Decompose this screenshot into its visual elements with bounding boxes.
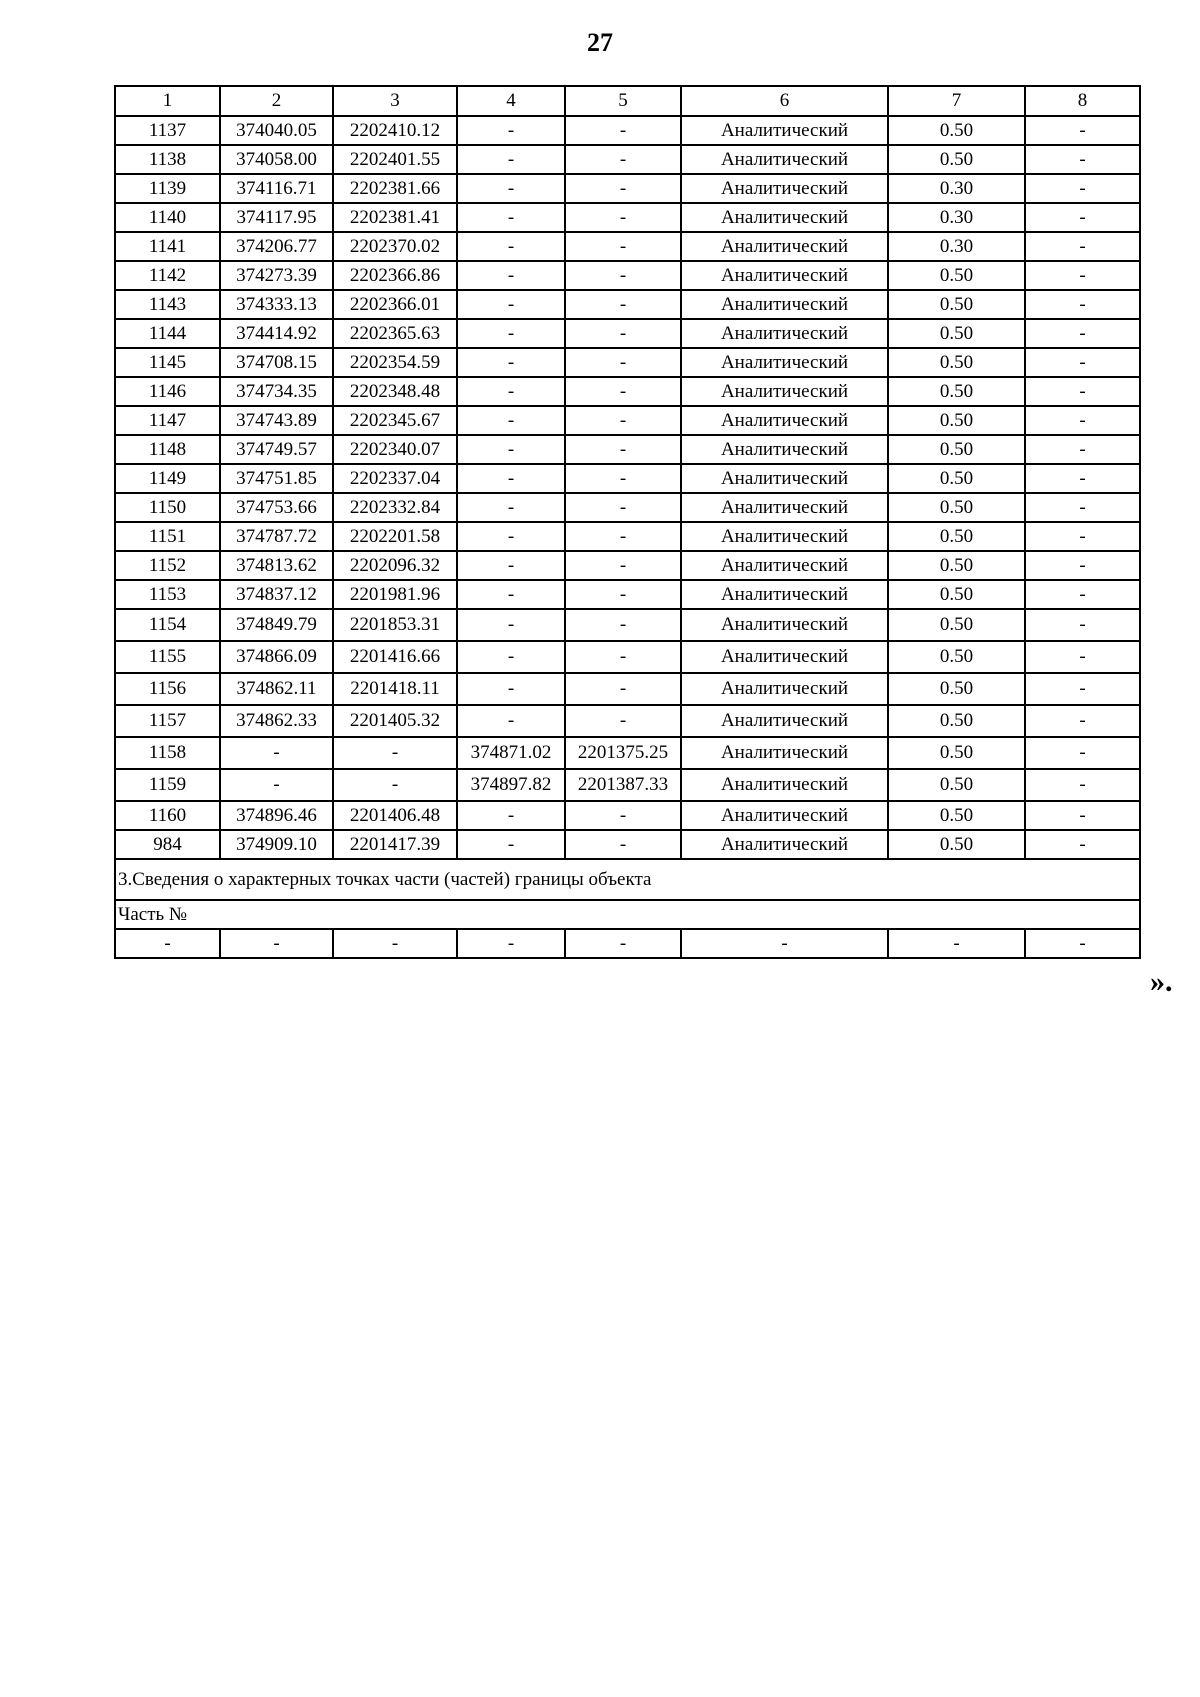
table-cell: 374866.09 [220,641,333,673]
table-header-row [115,86,1140,116]
table-cell: 1147 [115,406,220,435]
table-cell: 0.50 [888,290,1025,319]
table-cell: 374897.82 [457,769,565,801]
table-cell: 1145 [115,348,220,377]
table-cell: Аналитический [681,551,888,580]
table-row [115,609,1140,641]
table-cell: 2202332.84 [333,493,457,522]
table-cell: 1156 [115,673,220,705]
table-cell: Аналитический [681,830,888,859]
table-cell: 1152 [115,551,220,580]
table-cell: 2201375.25 [565,737,681,769]
table-cell: Аналитический [681,232,888,261]
table-cell: 2201418.11 [333,673,457,705]
table-cell: - [1025,830,1140,859]
table-cell: Аналитический [681,377,888,406]
table-row [115,377,1140,406]
table-cell: - [565,522,681,551]
table-cell: Аналитический [681,145,888,174]
table-cell: 374734.35 [220,377,333,406]
table-cell: - [457,406,565,435]
table-cell: - [457,203,565,232]
table-cell: - [565,290,681,319]
table-cell: - [457,705,565,737]
table-cell: - [220,737,333,769]
column-header: 5 [565,86,681,116]
table-cell: - [1025,522,1140,551]
table-cell: 0.50 [888,493,1025,522]
column-header: 7 [888,86,1025,116]
table-cell: 1155 [115,641,220,673]
table-cell: Аналитический [681,641,888,673]
table-body [115,86,1140,958]
table-cell: 1160 [115,801,220,830]
section-title-row [115,859,1140,900]
table-cell: 2202410.12 [333,116,457,145]
table-cell: 2201853.31 [333,609,457,641]
table-cell: 2202381.66 [333,174,457,203]
table-cell: - [457,609,565,641]
table-cell: - [457,232,565,261]
table-cell: - [888,929,1025,958]
table-row [115,580,1140,609]
table-cell: - [1025,290,1140,319]
coordinates-table [114,85,1141,959]
table-cell: 0.50 [888,145,1025,174]
table-cell: - [1025,232,1140,261]
table-cell: Аналитический [681,174,888,203]
table-cell: - [1025,174,1140,203]
table-cell: - [565,641,681,673]
table-cell: - [565,348,681,377]
table-cell: 1140 [115,203,220,232]
table-cell: - [1025,551,1140,580]
table-row [115,464,1140,493]
table-cell: 0.50 [888,319,1025,348]
table-cell: Аналитический [681,261,888,290]
table-cell: Аналитический [681,435,888,464]
table-cell: 2201416.66 [333,641,457,673]
table-row [115,801,1140,830]
table-cell: 2202370.02 [333,232,457,261]
table-cell: - [220,929,333,958]
table-cell: 374116.71 [220,174,333,203]
table-cell: 374058.00 [220,145,333,174]
table-row [115,769,1140,801]
table-cell: - [1025,737,1140,769]
table-cell: 0.50 [888,705,1025,737]
table-cell: - [457,145,565,174]
table-cell: Аналитический [681,319,888,348]
table-cell: 0.50 [888,435,1025,464]
table-cell: - [565,435,681,464]
table-cell: 374862.33 [220,705,333,737]
part-label-row [115,900,1140,929]
table-cell: - [457,641,565,673]
table-cell: - [565,929,681,958]
table-cell: 374909.10 [220,830,333,859]
table-cell: - [457,830,565,859]
table-cell: 1149 [115,464,220,493]
table-cell: - [457,522,565,551]
table-cell: - [565,203,681,232]
table-cell: 1144 [115,319,220,348]
table-cell: Аналитический [681,493,888,522]
table-cell: - [457,464,565,493]
table-cell: - [565,406,681,435]
table-cell: - [1025,116,1140,145]
table-cell: Аналитический [681,769,888,801]
table-cell: 1148 [115,435,220,464]
table-cell: - [565,174,681,203]
table-cell: 2202366.01 [333,290,457,319]
table-cell: 0.50 [888,406,1025,435]
table-cell: - [1025,348,1140,377]
table-cell: 2201387.33 [565,769,681,801]
table-cell: 0.50 [888,348,1025,377]
closing-quote-mark: ». [1150,965,1173,998]
table-cell: - [457,116,565,145]
table-cell: - [1025,641,1140,673]
column-header: 6 [681,86,888,116]
table-cell: 2201981.96 [333,580,457,609]
table-row [115,203,1140,232]
table-cell: - [115,929,220,958]
table-cell: - [457,348,565,377]
table-row [115,830,1140,859]
table-cell: 0.50 [888,551,1025,580]
table-cell: - [1025,673,1140,705]
table-cell: - [457,929,565,958]
table-cell: 2202366.86 [333,261,457,290]
table-cell: 0.30 [888,203,1025,232]
table-row [115,145,1140,174]
table-cell: 984 [115,830,220,859]
table-row [115,319,1140,348]
table-cell: Аналитический [681,801,888,830]
table-cell: - [565,116,681,145]
table-cell: 0.50 [888,609,1025,641]
table-cell: - [565,145,681,174]
table-row [115,290,1140,319]
table-cell: 1138 [115,145,220,174]
table-cell: 0.50 [888,522,1025,551]
table-cell: - [565,319,681,348]
table-cell: - [457,551,565,580]
table-cell: 374849.79 [220,609,333,641]
table-cell: - [1025,435,1140,464]
table-cell: Аналитический [681,609,888,641]
table-cell: - [565,551,681,580]
table-cell: 374040.05 [220,116,333,145]
table-row [115,232,1140,261]
table-cell: 374813.62 [220,551,333,580]
table-cell: - [1025,261,1140,290]
table-cell: 374708.15 [220,348,333,377]
table-cell: 374117.95 [220,203,333,232]
table-cell: - [457,261,565,290]
table-cell: - [565,493,681,522]
table-cell: 374753.66 [220,493,333,522]
table-cell: - [457,673,565,705]
table-cell: - [565,830,681,859]
table-cell: - [565,464,681,493]
table-cell: 2202201.58 [333,522,457,551]
table-cell: Аналитический [681,290,888,319]
table-cell: - [220,769,333,801]
table-cell: 374414.92 [220,319,333,348]
table-cell: 374273.39 [220,261,333,290]
table-cell: Аналитический [681,705,888,737]
table-cell: - [1025,493,1140,522]
table-cell: 374333.13 [220,290,333,319]
table-cell: 1141 [115,232,220,261]
column-header: 2 [220,86,333,116]
table-cell: - [457,377,565,406]
table-cell: 1137 [115,116,220,145]
table-cell: 2201417.39 [333,830,457,859]
table-row [115,435,1140,464]
table-cell: 0.30 [888,232,1025,261]
table-cell: - [565,609,681,641]
table-cell: Аналитический [681,737,888,769]
table-cell: Аналитический [681,406,888,435]
table-cell: 0.50 [888,737,1025,769]
table-cell: 1150 [115,493,220,522]
table-cell: - [457,580,565,609]
page-number: 27 [587,28,613,57]
table-cell: 0.30 [888,174,1025,203]
table-cell: 374206.77 [220,232,333,261]
table-cell: 0.50 [888,830,1025,859]
table-cell: 1154 [115,609,220,641]
table-cell: Аналитический [681,522,888,551]
table-cell: - [1025,769,1140,801]
table-cell: Аналитический [681,673,888,705]
table-cell: 2202096.32 [333,551,457,580]
table-row [115,261,1140,290]
table-cell: Аналитический [681,348,888,377]
table-cell: 2201405.32 [333,705,457,737]
table-cell: - [457,801,565,830]
table-cell: 0.50 [888,801,1025,830]
table-cell: 0.50 [888,261,1025,290]
table-row [115,493,1140,522]
table-cell: 2202340.07 [333,435,457,464]
table-cell: - [457,290,565,319]
table-cell: 374749.57 [220,435,333,464]
table-cell: - [1025,145,1140,174]
table-cell: 1157 [115,705,220,737]
table-cell: - [333,929,457,958]
table-cell: - [457,319,565,348]
table-cell: 1153 [115,580,220,609]
table-cell: - [1025,801,1140,830]
table-cell: 374862.11 [220,673,333,705]
table-cell: 1143 [115,290,220,319]
table-cell: Аналитический [681,116,888,145]
table-cell: 2202337.04 [333,464,457,493]
table-cell: - [1025,705,1140,737]
table-row [115,673,1140,705]
table-cell: 1159 [115,769,220,801]
table-cell: 374837.12 [220,580,333,609]
table-row [115,705,1140,737]
table-cell: 2202345.67 [333,406,457,435]
table-cell: 2202401.55 [333,145,457,174]
table-cell: 1151 [115,522,220,551]
table-cell: - [681,929,888,958]
table-cell: 374751.85 [220,464,333,493]
table-cell: Аналитический [681,203,888,232]
part-row [115,929,1140,958]
table-cell: - [1025,464,1140,493]
table-cell: 0.50 [888,641,1025,673]
table-cell: - [1025,319,1140,348]
table-cell: - [333,737,457,769]
table-cell: 2202348.48 [333,377,457,406]
table-row [115,551,1140,580]
table-cell: 0.50 [888,116,1025,145]
table-cell: - [1025,580,1140,609]
table-cell: 374896.46 [220,801,333,830]
table-row [115,737,1140,769]
table-cell: 1158 [115,737,220,769]
table-cell: - [457,435,565,464]
column-header: 1 [115,86,220,116]
table-cell: 1146 [115,377,220,406]
table-row [115,348,1140,377]
table-cell: - [457,493,565,522]
table-row [115,174,1140,203]
part-label: Часть № [115,900,1140,929]
table-cell: 0.50 [888,769,1025,801]
table-cell: - [565,705,681,737]
table-row [115,116,1140,145]
table-cell: - [1025,203,1140,232]
table-cell: 0.50 [888,673,1025,705]
table-cell: - [1025,609,1140,641]
table-cell: - [565,377,681,406]
table-cell: 0.50 [888,580,1025,609]
table-row [115,522,1140,551]
table-cell: 2202365.63 [333,319,457,348]
table-cell: - [457,174,565,203]
table-cell: - [565,261,681,290]
table-cell: 2202354.59 [333,348,457,377]
table-row [115,406,1140,435]
table-cell: - [565,232,681,261]
table-cell: - [1025,929,1140,958]
table-row [115,641,1140,673]
table-cell: 0.50 [888,464,1025,493]
table-cell: - [565,801,681,830]
table-cell: - [565,673,681,705]
table-cell: 374871.02 [457,737,565,769]
table-cell: 1139 [115,174,220,203]
table-cell: - [1025,406,1140,435]
table-cell: 374787.72 [220,522,333,551]
table-cell: 0.50 [888,377,1025,406]
column-header: 3 [333,86,457,116]
table-cell: - [333,769,457,801]
table-cell: - [565,580,681,609]
table-cell: Аналитический [681,580,888,609]
table-cell: 2202381.41 [333,203,457,232]
column-header: 4 [457,86,565,116]
table-cell: 2201406.48 [333,801,457,830]
column-header: 8 [1025,86,1140,116]
section-title: 3.Сведения о характерных точках части (частей) границы объекта [115,859,1140,900]
table-cell: 374743.89 [220,406,333,435]
table-cell: Аналитический [681,464,888,493]
table-cell: - [1025,377,1140,406]
table-cell: 1142 [115,261,220,290]
